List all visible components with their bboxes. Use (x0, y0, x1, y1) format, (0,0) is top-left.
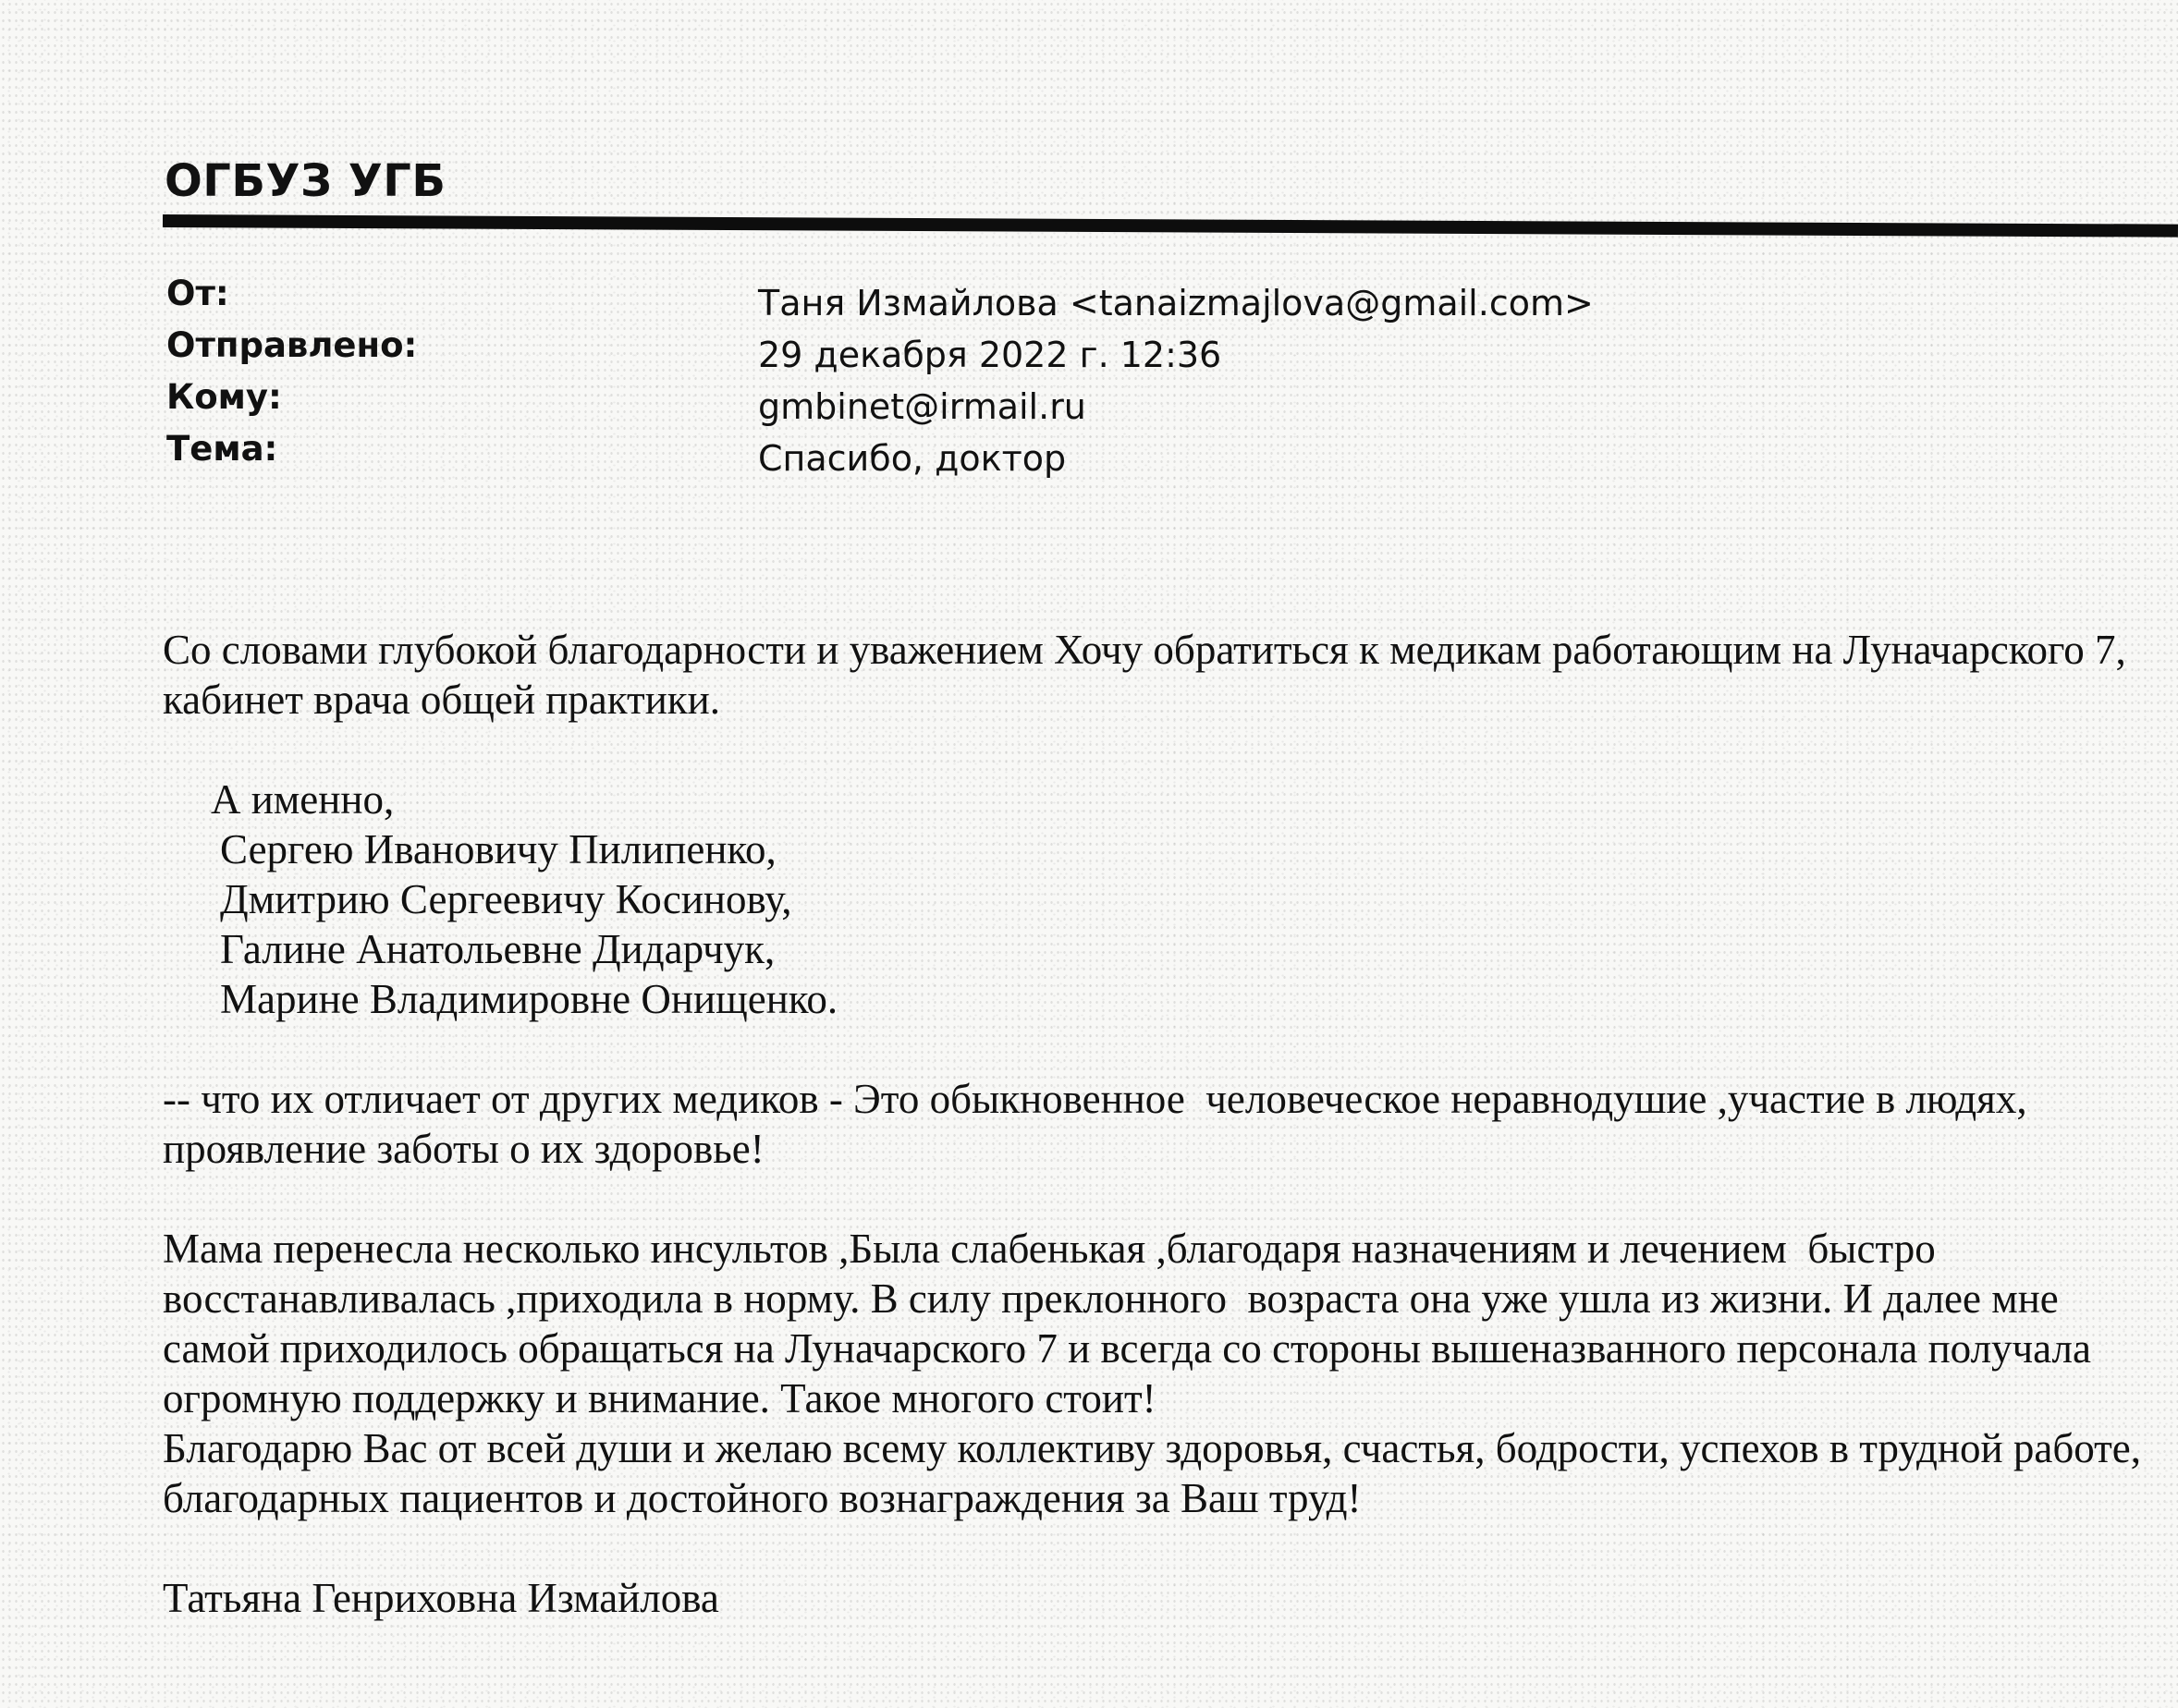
to-label: Кому: (166, 377, 282, 417)
sent-label: Отправлено: (166, 325, 418, 365)
doctor-name: Марине Владимировне Онищенко. (220, 976, 838, 1022)
subject-label: Тема: (166, 429, 278, 469)
from-value: Таня Измайлова <tanaizmajlova@gmail.com> (758, 283, 1594, 323)
doctor-name: Галине Анатольевне Дидарчук, (220, 926, 776, 972)
doctor-names-list (163, 775, 2150, 1024)
signature: Татьяна Генриховна Измайлова (163, 1575, 719, 1621)
names-intro: А именно, (211, 776, 395, 823)
doctor-name: Сергею Ивановичу Пилипенко, (220, 826, 777, 872)
paragraph-story: Мама перенесла несколько инсультов ,Была слабенькая ,благодаря назначениям и лечением быстро восстанавливалась ,приходила в норму. В силу преклонного возраста она уже ушла из жизни. И далее мне самой приходилось обращаться на Луначарского 7 и всегда со стороны вышеназванного персонала получала огромную поддержку и внимание. Такое многого стоит! (163, 1226, 2102, 1421)
doctor-name: Дмитрию Сергеевичу Косинову, (220, 876, 792, 922)
organization-title: ОГБУЗ УГБ (165, 155, 447, 207)
subject-value: Спасибо, доктор (758, 438, 1067, 479)
letter-body (163, 625, 2150, 1623)
paragraph-thanks: Благодарю Вас от всей души и желаю всему коллективу здоровья, счастья, бодрости, успехов в трудной работе, благодарных пациентов и достойного вознаграждения за Ваш труд! (163, 1425, 2152, 1521)
header-divider (163, 214, 2178, 238)
paragraph-greeting: Со словами глубокой благодарности и уважением Хочу обратиться к медикам работающим на Луначарского 7, кабинет врача общей практики. (163, 627, 2137, 723)
paragraph-distinction: -- что их отличает от других медиков - Это обыкновенное человеческое неравнодушие ,участие в людях, проявление заботы о их здоровье! (163, 1076, 2037, 1172)
to-value: gmbinet@irmail.ru (758, 386, 1086, 427)
from-label: От: (166, 274, 229, 313)
sent-value: 29 декабря 2022 г. 12:36 (758, 335, 1222, 375)
